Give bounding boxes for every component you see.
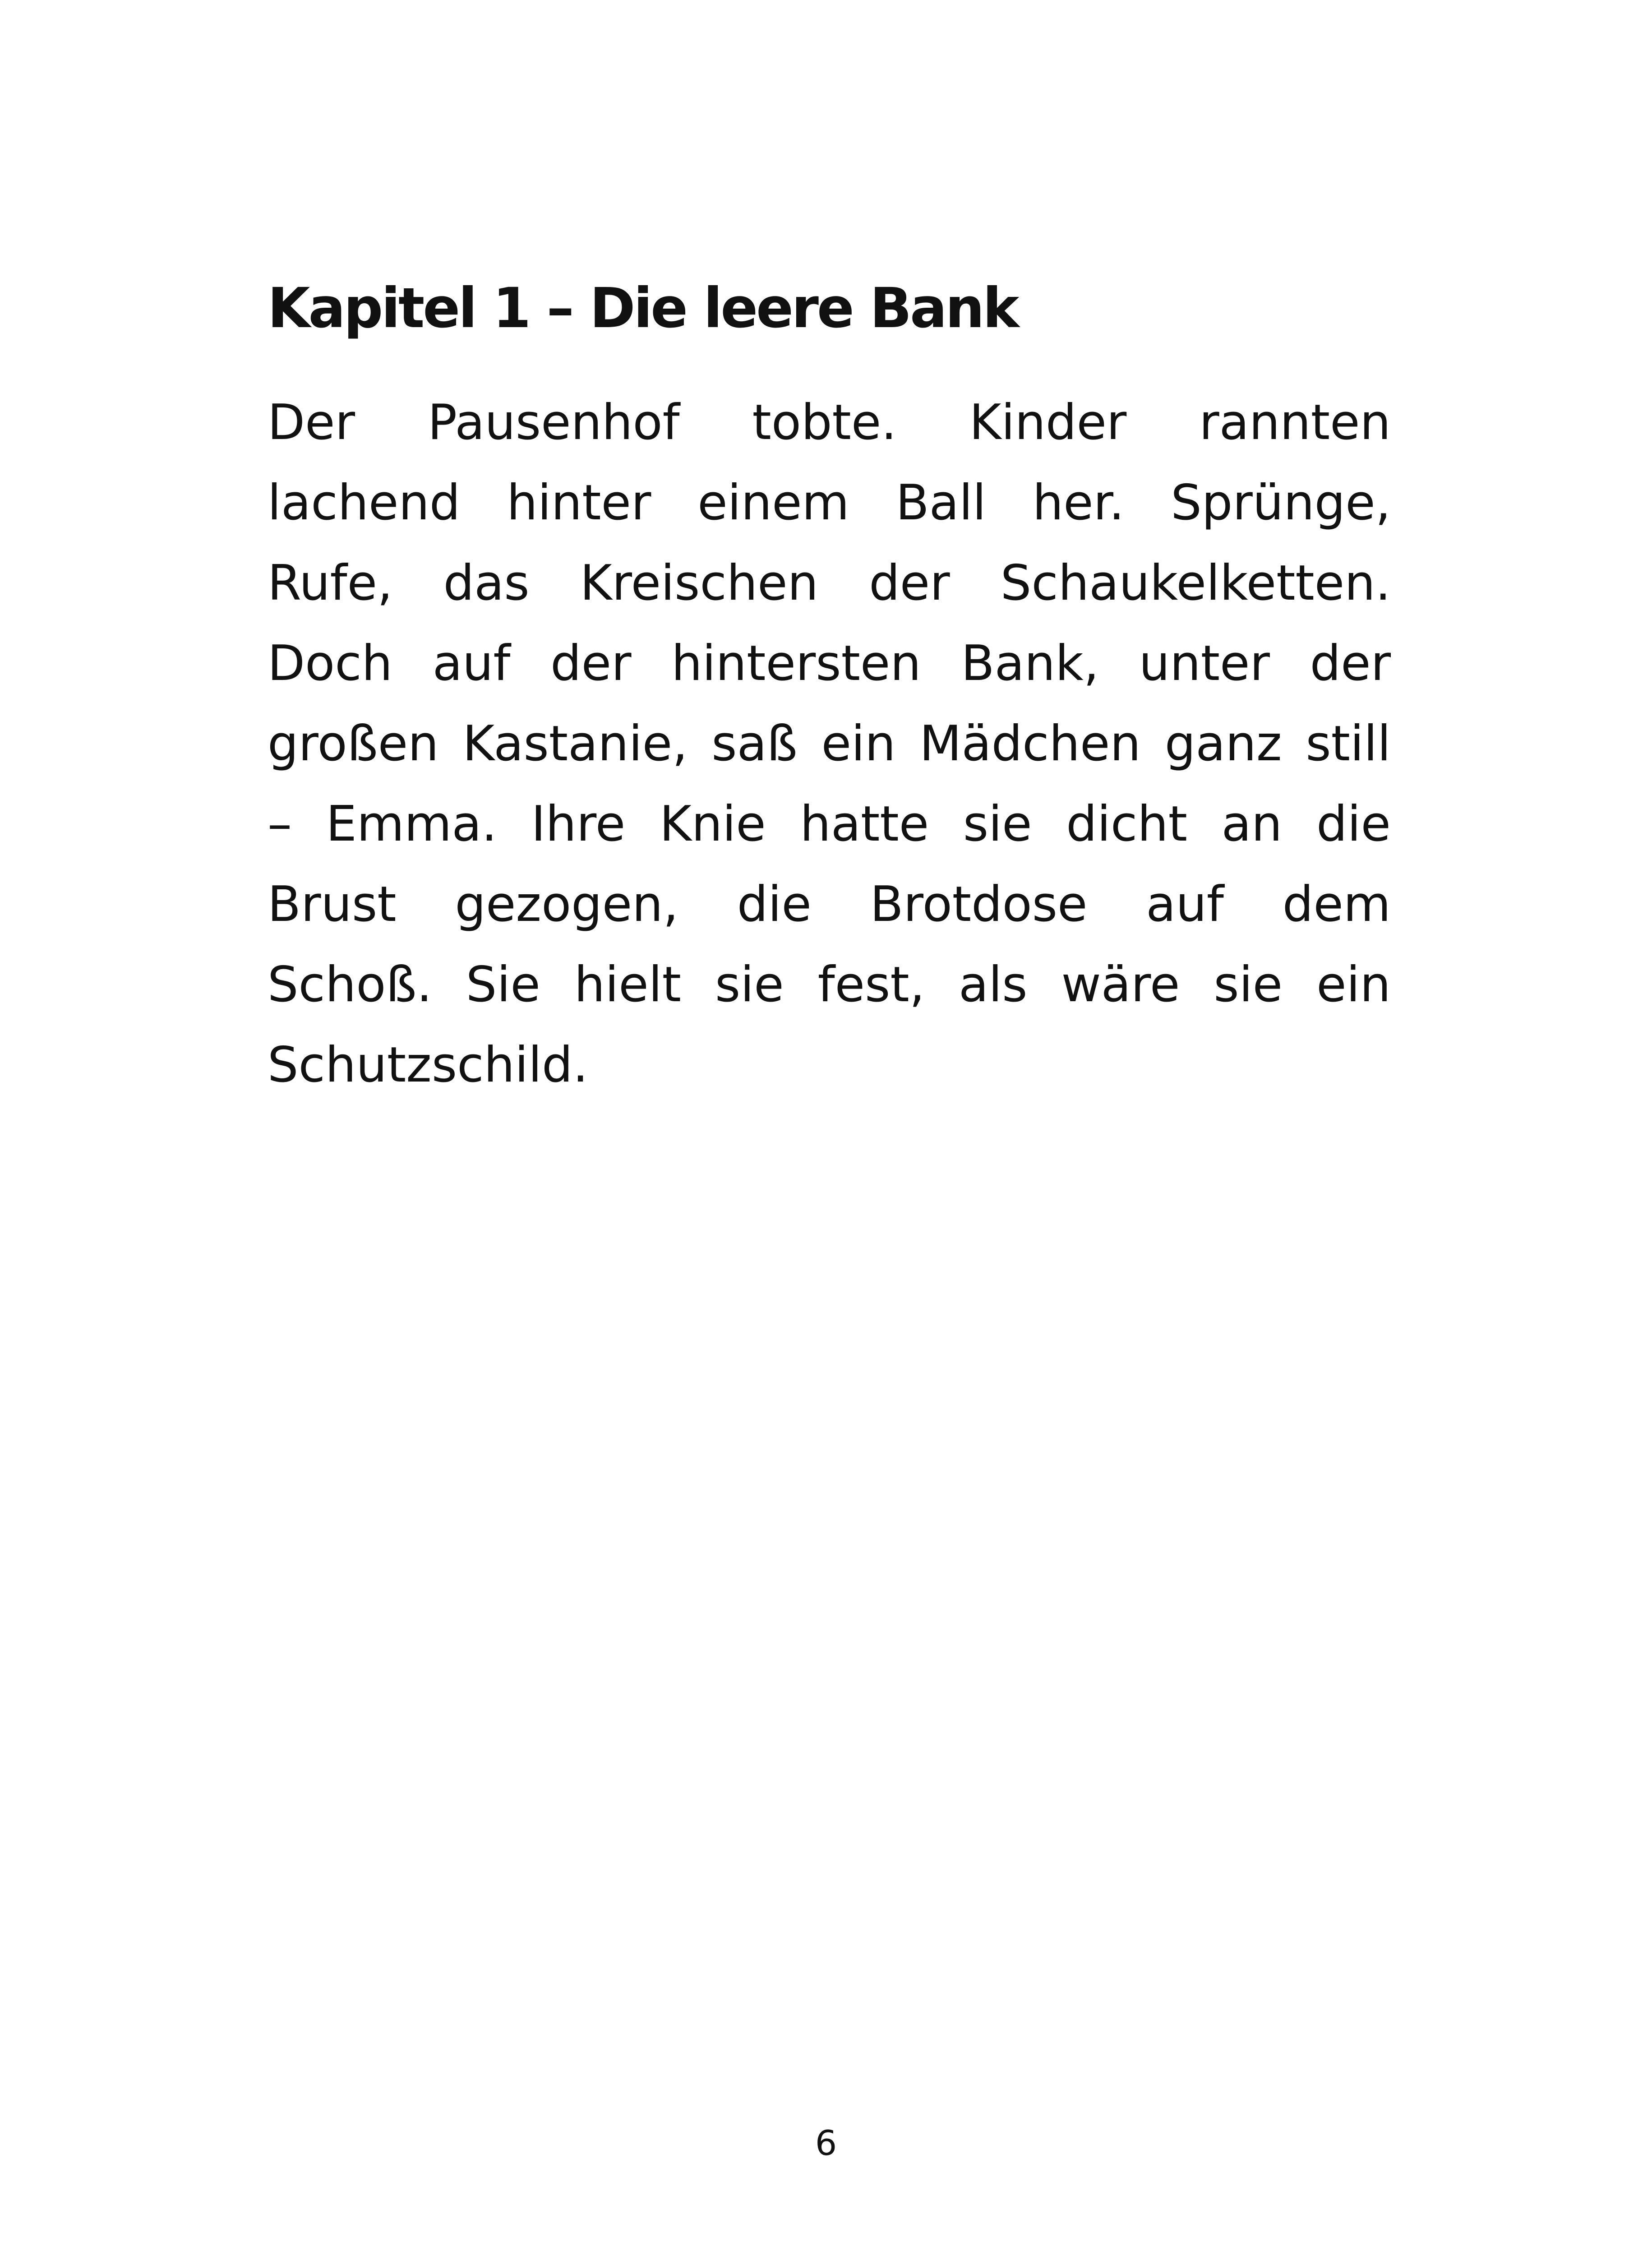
paragraph-line: Brust gezogen, die Brotdose auf dem — [268, 876, 1391, 933]
paragraph-line: Doch auf der hintersten Bank, unter der — [268, 635, 1391, 692]
paragraph-line: Der Pausenhof tobte. Kinder rannten — [268, 394, 1391, 451]
chapter-title: Kapitel 1 – Die leere Bank — [268, 276, 1018, 340]
page-number: 6 — [815, 2123, 837, 2163]
paragraph-line: Schutzschild. — [268, 1037, 588, 1093]
paragraph-line: lachend hinter einem Ball her. Sprünge, — [268, 475, 1391, 531]
paragraph-line: Schoß. Sie hielt sie fest, als wäre sie ein — [268, 957, 1391, 1013]
body-paragraph — [268, 383, 1391, 1093]
paragraph-line: großen Kastanie, saß ein Mädchen ganz still — [268, 716, 1391, 772]
paragraph-line: – Emma. Ihre Knie hatte sie dicht an die — [268, 796, 1391, 852]
paragraph-line: Rufe, das Kreischen der Schaukelketten. — [268, 555, 1391, 611]
